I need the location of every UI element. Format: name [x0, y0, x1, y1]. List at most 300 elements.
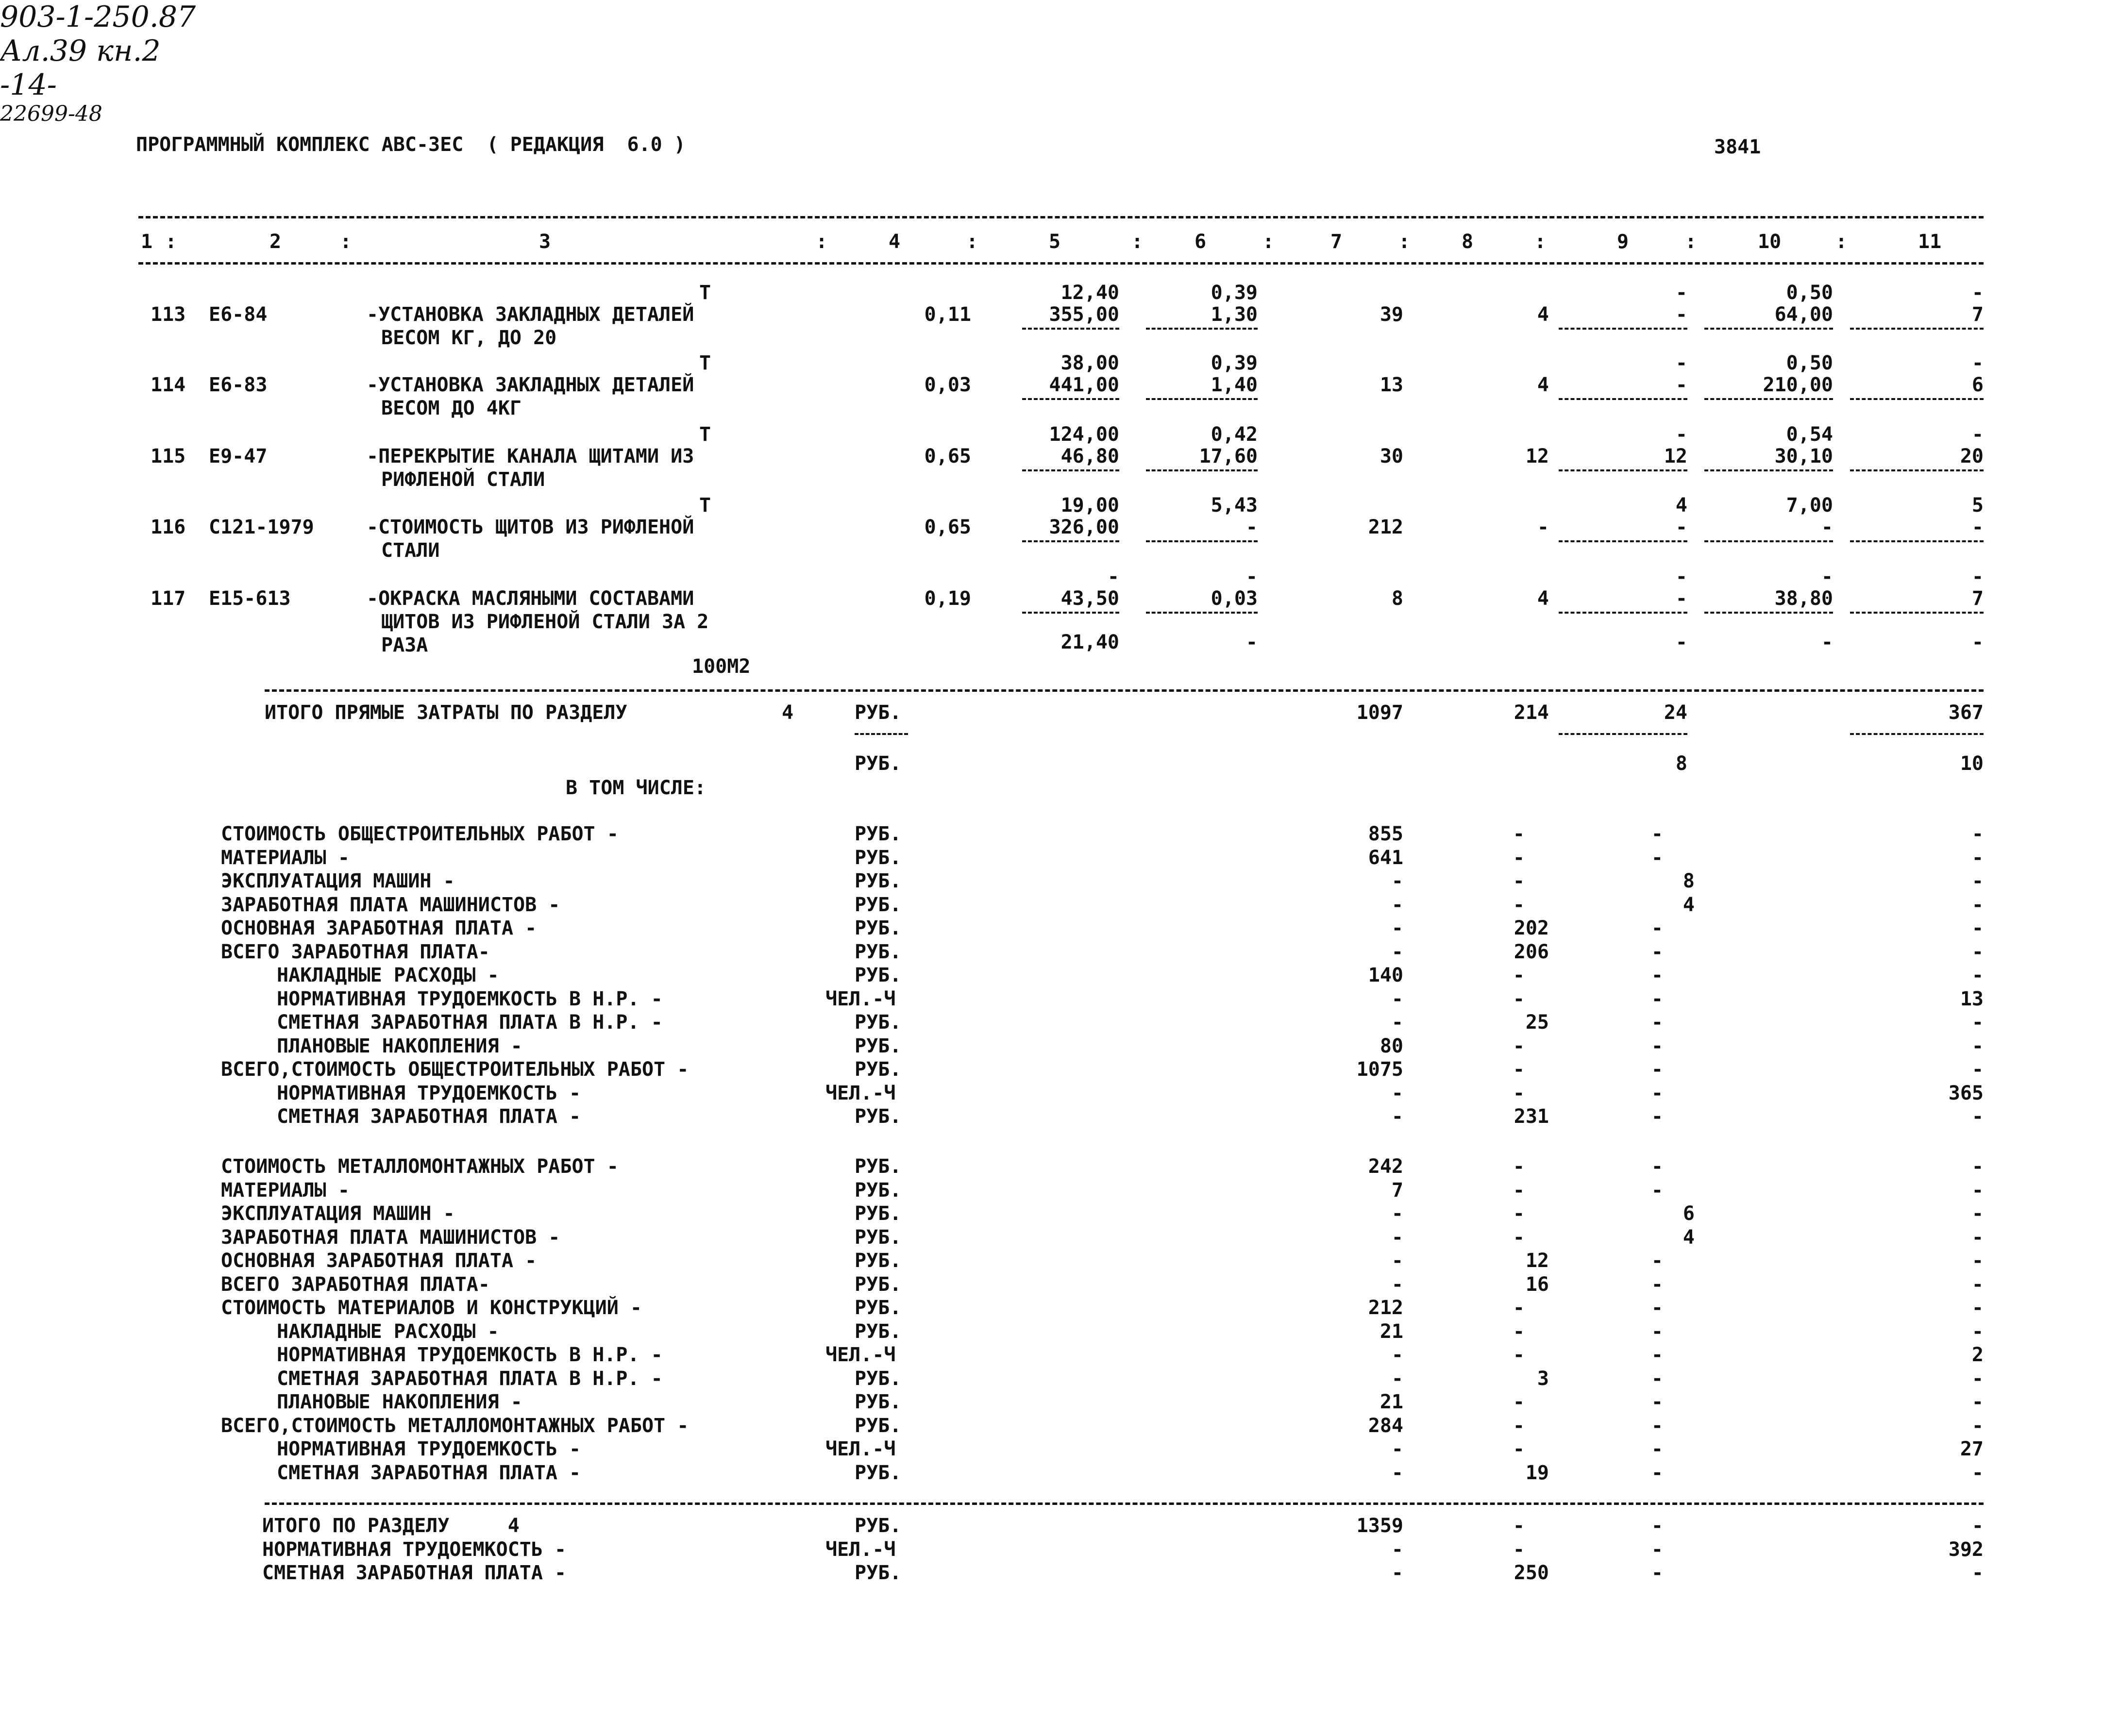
column-separator: :	[1685, 231, 1697, 253]
summary-unit: РУБ.	[855, 917, 902, 939]
summary-c8: -	[1513, 846, 1525, 869]
item-c7: 30	[1380, 445, 1403, 467]
summary-c7: 1075	[1356, 1058, 1403, 1081]
summary-label: МАТЕРИАЛЫ -	[221, 1179, 350, 1202]
item-c9: -	[1675, 282, 1687, 304]
summary-c7: -	[1391, 870, 1403, 892]
sub-rule	[1022, 398, 1119, 400]
summary-label: НОРМАТИВНАЯ ТРУДОЕМКОСТЬ -	[277, 1438, 581, 1460]
total-direct-c11: 367	[1948, 701, 1984, 724]
summary-unit: ЧЕЛ.-Ч	[825, 987, 896, 1010]
section-total-unit: РУБ.	[855, 1515, 902, 1537]
sub-rule	[1850, 540, 1984, 542]
summary-c7: -	[1391, 1082, 1403, 1104]
items-end-rule	[265, 689, 1984, 692]
section-total-c8: -	[1513, 1538, 1525, 1561]
item-quantity: 0,65	[924, 445, 971, 467]
item-c5: 441,00	[1049, 374, 1119, 396]
item-c5: 38,00	[1060, 352, 1119, 374]
summary-c8: -	[1513, 1320, 1525, 1343]
item-code: C121-1979	[209, 516, 314, 538]
sub-rule	[1559, 328, 1687, 330]
item-c9: -	[1675, 374, 1687, 396]
summary-label: ПЛАНОВЫЕ НАКОПЛЕНИЯ -	[277, 1035, 522, 1057]
item-c5: -	[1107, 566, 1119, 588]
item-description: РИФЛЕНОЙ СТАЛИ	[381, 468, 545, 491]
summary-c7: -	[1391, 940, 1403, 963]
summary-c8: -	[1513, 1344, 1525, 1366]
summary-unit: РУБ.	[855, 1035, 902, 1057]
item-c9: -	[1675, 423, 1687, 446]
total-direct-c11b: 10	[1960, 752, 1984, 775]
item-c11: -	[1971, 282, 1984, 304]
summary-c8: -	[1513, 1202, 1525, 1225]
summary-c8: 12	[1525, 1250, 1549, 1272]
item-c6: -	[1245, 631, 1258, 653]
item-c5: 355,00	[1049, 303, 1119, 326]
summary-unit: РУБ.	[855, 846, 902, 869]
summary-c7: 284	[1368, 1414, 1403, 1437]
item-c11: -	[1971, 423, 1984, 446]
column-header-6: 6	[1195, 231, 1207, 253]
summary-c11: -	[1971, 1320, 1984, 1343]
column-header-1: 1	[141, 231, 153, 253]
summary-c7: -	[1391, 1226, 1403, 1249]
summary-c11: -	[1971, 1058, 1984, 1081]
item-description: -ОКРАСКА МАСЛЯНЫМИ СОСТАВАМИ	[367, 587, 694, 610]
column-separator: :	[165, 231, 177, 253]
section-total-c9: -	[1651, 1538, 1663, 1561]
item-c11: -	[1971, 566, 1984, 588]
summary-c7: 855	[1368, 823, 1403, 845]
summary-c11: -	[1971, 1155, 1984, 1178]
item-description: -СТОИМОСТЬ ЩИТОВ ИЗ РИФЛЕНОЙ	[367, 516, 694, 538]
summary-c9: -	[1651, 1344, 1663, 1366]
summary-c11: -	[1971, 1105, 1984, 1128]
summary-c7: -	[1391, 1202, 1403, 1225]
summary-label: ВСЕГО,СТОИМОСТЬ ОБЩЕСТРОИТЕЛЬНЫХ РАБОТ -	[221, 1058, 689, 1081]
summary-c8: 19	[1525, 1461, 1549, 1484]
summary-c9: -	[1651, 940, 1663, 963]
summary-c8: 25	[1525, 1011, 1549, 1034]
summary-unit: ЧЕЛ.-Ч	[825, 1082, 896, 1104]
item-number: 113	[151, 303, 186, 326]
item-c9: -	[1675, 587, 1687, 610]
summary-label: СМЕТНАЯ ЗАРАБОТНАЯ ПЛАТА -	[277, 1461, 581, 1484]
total-direct-label: ИТОГО ПРЯМЫЕ ЗАТРАТЫ ПО РАЗДЕЛУ	[265, 701, 627, 724]
summary-c11: -	[1971, 870, 1984, 892]
column-separator: :	[340, 231, 352, 253]
summary-label: НАКЛАДНЫЕ РАСХОДЫ -	[277, 964, 499, 986]
section-total-unit: ЧЕЛ.-Ч	[825, 1538, 896, 1561]
summary-c11: 27	[1960, 1438, 1984, 1460]
summary-c8: -	[1513, 1414, 1525, 1437]
item-description: ВЕСОМ ДО 4КГ	[381, 397, 522, 419]
sub-rule	[1022, 469, 1119, 471]
summary-c7: -	[1391, 1250, 1403, 1272]
sub-rule	[1704, 398, 1833, 400]
including-label: В ТОМ ЧИСЛЕ:	[566, 777, 706, 799]
item-number: 114	[151, 374, 186, 396]
section-total-c8: 250	[1514, 1562, 1549, 1584]
item-c7: 39	[1380, 303, 1403, 326]
total-direct-c8: 214	[1514, 701, 1549, 724]
summary-unit: ЧЕЛ.-Ч	[825, 1438, 896, 1460]
summary-label: ВСЕГО,СТОИМОСТЬ МЕТАЛЛОМОНТАЖНЫХ РАБОТ -	[221, 1414, 689, 1437]
header-rule-top	[138, 216, 1984, 218]
section-total-c11: 392	[1948, 1538, 1984, 1561]
section-total-c7: 1359	[1356, 1515, 1403, 1537]
column-separator: :	[1398, 231, 1411, 253]
sub-rule	[1704, 469, 1833, 471]
column-separator: :	[966, 231, 978, 253]
summary-unit: РУБ.	[855, 1179, 902, 1202]
summary-c11: -	[1971, 940, 1984, 963]
summary-c11: -	[1971, 893, 1984, 916]
summary-c9: -	[1651, 1461, 1663, 1484]
summary-unit: ЧЕЛ.-Ч	[825, 1344, 896, 1366]
summary-c9: -	[1651, 1297, 1663, 1319]
summary-c8: 3	[1537, 1367, 1549, 1390]
summary-unit: РУБ.	[855, 1367, 902, 1390]
item-c5: 46,80	[1060, 445, 1119, 467]
item-unit: Т	[699, 352, 711, 374]
summary-c11: -	[1971, 823, 1984, 845]
column-separator: :	[1534, 231, 1547, 253]
item-c9: 12	[1664, 445, 1687, 467]
summary-label: ЭКСПЛУАТАЦИЯ МАШИН -	[221, 870, 455, 892]
summary-unit: РУБ.	[855, 893, 902, 916]
item-c6: 0,39	[1211, 282, 1258, 304]
item-c11: 6	[1971, 374, 1984, 396]
section-total-c9: -	[1651, 1515, 1663, 1537]
summary-c11: -	[1971, 1226, 1984, 1249]
handwritten-album: Ал.39 кн.2	[0, 34, 161, 68]
summary-unit: РУБ.	[855, 1414, 902, 1437]
summary-label: НАКЛАДНЫЕ РАСХОДЫ -	[277, 1320, 499, 1343]
item-c11: -	[1971, 516, 1984, 538]
item-c10: 0,54	[1786, 423, 1833, 446]
summary-c9: -	[1651, 1179, 1663, 1202]
summary-c9: -	[1651, 1035, 1663, 1057]
total-direct-unit: РУБ.	[855, 701, 902, 724]
column-separator: :	[1835, 231, 1848, 253]
item-c7: 13	[1380, 374, 1403, 396]
section-total-c11: -	[1971, 1562, 1984, 1584]
item-c8: -	[1537, 516, 1549, 538]
summary-c8: -	[1513, 893, 1525, 916]
item-c10: -	[1821, 631, 1833, 653]
summary-c7: 242	[1368, 1155, 1403, 1178]
summary-c7: 21	[1380, 1320, 1403, 1343]
summary-c7: 641	[1368, 846, 1403, 869]
summary-c11: -	[1971, 1273, 1984, 1296]
item-c5: 326,00	[1049, 516, 1119, 538]
summary-unit: РУБ.	[855, 1391, 902, 1413]
summary-label: СМЕТНАЯ ЗАРАБОТНАЯ ПЛАТА -	[277, 1105, 581, 1128]
section-total-label: НОРМАТИВНАЯ ТРУДОЕМКОСТЬ -	[262, 1538, 567, 1561]
sub-rule	[1559, 733, 1687, 735]
summary-c7: -	[1391, 987, 1403, 1010]
summary-c7: -	[1391, 1273, 1403, 1296]
summary-c11: -	[1971, 1202, 1984, 1225]
summary-c11: -	[1971, 846, 1984, 869]
item-c11: -	[1971, 352, 1984, 374]
summary-c7: -	[1391, 1344, 1403, 1366]
summary-c9: -	[1651, 1082, 1663, 1104]
item-c11: -	[1971, 631, 1984, 653]
summary-c7: -	[1391, 917, 1403, 939]
item-description: ВЕСОМ КГ, ДО 20	[381, 327, 557, 349]
summary-unit: РУБ.	[855, 1461, 902, 1484]
section-total-rule	[265, 1502, 1984, 1505]
sub-rule	[1022, 540, 1119, 542]
item-quantity: 0,65	[924, 516, 971, 538]
summary-c8: -	[1513, 1391, 1525, 1413]
summary-c11: -	[1971, 1250, 1984, 1272]
summary-c8: -	[1513, 1179, 1525, 1202]
item-c6: 1,40	[1211, 374, 1258, 396]
item-c5: 21,40	[1060, 631, 1119, 653]
section-total-c7: -	[1391, 1562, 1403, 1584]
summary-c8: -	[1513, 1226, 1525, 1249]
item-number: 115	[151, 445, 186, 467]
total-direct-c9b: 8	[1675, 752, 1687, 775]
summary-c10: 6	[1683, 1202, 1695, 1225]
item-c8: 4	[1537, 587, 1549, 610]
section-total-c8: -	[1513, 1515, 1525, 1537]
summary-c9: -	[1651, 846, 1663, 869]
summary-label: ПЛАНОВЫЕ НАКОПЛЕНИЯ -	[277, 1391, 522, 1413]
summary-unit: РУБ.	[855, 1058, 902, 1081]
total-direct-c9: 24	[1664, 701, 1687, 724]
summary-c8: -	[1513, 1438, 1525, 1460]
item-description: ЩИТОВ ИЗ РИФЛЕНОЙ СТАЛИ ЗА 2	[381, 611, 709, 633]
item-c6: 5,43	[1211, 494, 1258, 517]
section-total-c11: -	[1971, 1515, 1984, 1537]
column-header-5: 5	[1049, 231, 1061, 253]
summary-unit: РУБ.	[855, 1155, 902, 1178]
summary-unit: РУБ.	[855, 1011, 902, 1034]
summary-c11: -	[1971, 917, 1984, 939]
item-c5: 124,00	[1049, 423, 1119, 446]
sub-rule	[1022, 328, 1119, 330]
section-total-label: ИТОГО ПО РАЗДЕЛУ 4	[262, 1515, 520, 1537]
item-c9: -	[1675, 516, 1687, 538]
summary-label: ЗАРАБОТНАЯ ПЛАТА МАШИНИСТОВ -	[221, 893, 560, 916]
sub-rule	[1022, 612, 1119, 614]
summary-c11: -	[1971, 1297, 1984, 1319]
sub-rule	[1704, 540, 1833, 542]
summary-c11: -	[1971, 964, 1984, 986]
column-header-9: 9	[1617, 231, 1629, 253]
item-c5: 43,50	[1060, 587, 1119, 610]
summary-c7: -	[1391, 1011, 1403, 1034]
item-code: E15-613	[209, 587, 291, 610]
summary-c11: -	[1971, 1179, 1984, 1202]
column-header-10: 10	[1758, 231, 1782, 253]
sub-rule	[855, 733, 908, 735]
item-c11: 5	[1971, 494, 1984, 517]
summary-c11: -	[1971, 1391, 1984, 1413]
item-c10: 0,50	[1786, 282, 1833, 304]
item-c6: 17,60	[1199, 445, 1258, 467]
item-c11: 7	[1971, 587, 1984, 610]
summary-label: НОРМАТИВНАЯ ТРУДОЕМКОСТЬ В Н.Р. -	[277, 987, 663, 1010]
item-c9: -	[1675, 631, 1687, 653]
summary-c8: -	[1513, 964, 1525, 986]
summary-c9: -	[1651, 1105, 1663, 1128]
total-direct-c7: 1097	[1356, 701, 1403, 724]
section-total-c7: -	[1391, 1538, 1403, 1561]
item-description: -ПЕРЕКРЫТИЕ КАНАЛА ЩИТАМИ ИЗ	[367, 445, 694, 467]
item-c8: 12	[1525, 445, 1549, 467]
item-c6: 0,42	[1211, 423, 1258, 446]
item-quantity: 0,11	[924, 303, 971, 326]
summary-c7: 7	[1391, 1179, 1403, 1202]
summary-c9: -	[1651, 1250, 1663, 1272]
summary-c9: -	[1651, 823, 1663, 845]
summary-label: ВСЕГО ЗАРАБОТНАЯ ПЛАТА-	[221, 1273, 490, 1296]
summary-c11: 365	[1948, 1082, 1984, 1104]
item-number: 116	[151, 516, 186, 538]
item-c9: -	[1675, 303, 1687, 326]
item-c6: 0,03	[1211, 587, 1258, 610]
item-quantity: 0,19	[924, 587, 971, 610]
summary-c7: -	[1391, 1461, 1403, 1484]
summary-label: НОРМАТИВНАЯ ТРУДОЕМКОСТЬ -	[277, 1082, 581, 1104]
sub-rule	[1146, 540, 1258, 542]
summary-c9: -	[1651, 1011, 1663, 1034]
summary-label: СТОИМОСТЬ МАТЕРИАЛОВ И КОНСТРУКЦИЙ -	[221, 1297, 642, 1319]
summary-label: ОСНОВНАЯ ЗАРАБОТНАЯ ПЛАТА -	[221, 917, 537, 939]
item-c11: 20	[1960, 445, 1984, 467]
item-c7: 212	[1368, 516, 1403, 538]
item-description: РАЗА	[381, 634, 428, 656]
item-c10: 210,00	[1763, 374, 1833, 396]
sub-rule	[1850, 612, 1984, 614]
summary-c9: -	[1651, 1367, 1663, 1390]
item-c10: 30,10	[1774, 445, 1833, 467]
summary-label: ВСЕГО ЗАРАБОТНАЯ ПЛАТА-	[221, 940, 490, 963]
summary-c9: -	[1651, 1058, 1663, 1081]
summary-unit: РУБ.	[855, 964, 902, 986]
summary-label: МАТЕРИАЛЫ -	[221, 846, 350, 869]
summary-c8: -	[1513, 870, 1525, 892]
summary-c9: -	[1651, 987, 1663, 1010]
summary-c9: -	[1651, 1414, 1663, 1437]
item-c6: -	[1245, 566, 1258, 588]
column-header-11: 11	[1918, 231, 1942, 253]
summary-c10: 8	[1683, 870, 1695, 892]
summary-c9: -	[1651, 1320, 1663, 1343]
item-code: E9-47	[209, 445, 268, 467]
section-total-unit: РУБ.	[855, 1562, 902, 1584]
summary-unit: РУБ.	[855, 870, 902, 892]
item-c10: 0,50	[1786, 352, 1833, 374]
column-header-4: 4	[889, 231, 901, 253]
summary-c8: -	[1513, 1035, 1525, 1057]
item-c10: 7,00	[1786, 494, 1833, 517]
summary-label: ОСНОВНАЯ ЗАРАБОТНАЯ ПЛАТА -	[221, 1250, 537, 1272]
summary-c9: -	[1651, 1155, 1663, 1178]
section-total-label: СМЕТНАЯ ЗАРАБОТНАЯ ПЛАТА -	[262, 1562, 567, 1584]
summary-c9: -	[1651, 964, 1663, 986]
item-code: E6-83	[209, 374, 268, 396]
summary-unit: РУБ.	[855, 1105, 902, 1128]
sub-rule	[1559, 469, 1687, 471]
summary-c11: -	[1971, 1414, 1984, 1437]
item-code: E6-84	[209, 303, 268, 326]
summary-label: СТОИМОСТЬ МЕТАЛЛОМОНТАЖНЫХ РАБОТ -	[221, 1155, 619, 1178]
summary-unit: РУБ.	[855, 823, 902, 845]
item-c11: 7	[1971, 303, 1984, 326]
item-c10: -	[1821, 566, 1833, 588]
item-c10: 64,00	[1774, 303, 1833, 326]
column-separator: :	[1131, 231, 1144, 253]
summary-c7: 21	[1380, 1391, 1403, 1413]
summary-unit: РУБ.	[855, 1273, 902, 1296]
summary-c7: 80	[1380, 1035, 1403, 1057]
column-header-2: 2	[269, 231, 282, 253]
summary-c7: -	[1391, 1367, 1403, 1390]
item-c10: -	[1821, 516, 1833, 538]
column-separator: :	[1262, 231, 1275, 253]
total-direct-unit2: РУБ.	[855, 752, 902, 775]
summary-unit: РУБ.	[855, 1202, 902, 1225]
sub-rule	[1704, 328, 1833, 330]
summary-unit: РУБ.	[855, 1226, 902, 1249]
summary-c11: 2	[1971, 1344, 1984, 1366]
item-c6: -	[1245, 516, 1258, 538]
total-direct-section: 4	[782, 701, 794, 724]
item-description: -УСТАНОВКА ЗАКЛАДНЫХ ДЕТАЛЕЙ	[367, 374, 694, 396]
sub-rule	[1559, 398, 1687, 400]
summary-c11: 13	[1960, 987, 1984, 1010]
item-unit: Т	[699, 282, 711, 304]
summary-label: ЭКСПЛУАТАЦИЯ МАШИН -	[221, 1202, 455, 1225]
column-header-3: 3	[539, 231, 551, 253]
item-c9: 4	[1675, 494, 1687, 517]
summary-label: СТОИМОСТЬ ОБЩЕСТРОИТЕЛЬНЫХ РАБОТ -	[221, 823, 619, 845]
summary-label: НОРМАТИВНАЯ ТРУДОЕМКОСТЬ В Н.Р. -	[277, 1344, 663, 1366]
sub-rule	[1850, 398, 1984, 400]
sub-rule	[1146, 398, 1258, 400]
summary-c9: -	[1651, 917, 1663, 939]
item-c8: 4	[1537, 374, 1549, 396]
item-quantity: 0,03	[924, 374, 971, 396]
sub-rule	[1704, 612, 1833, 614]
item-unit: Т	[699, 494, 711, 517]
sub-rule	[1559, 612, 1687, 614]
column-header-8: 8	[1462, 231, 1474, 253]
sub-rule	[1850, 328, 1984, 330]
item-c6: 1,30	[1211, 303, 1258, 326]
item-description: -УСТАНОВКА ЗАКЛАДНЫХ ДЕТАЛЕЙ	[367, 303, 694, 326]
handwritten-code: 22699-48	[0, 101, 102, 126]
item-c9: -	[1675, 352, 1687, 374]
summary-c11: -	[1971, 1011, 1984, 1034]
item-c10: 38,80	[1774, 587, 1833, 610]
summary-unit: РУБ.	[855, 1250, 902, 1272]
summary-c8: 16	[1525, 1273, 1549, 1296]
page-number: 3841	[1714, 136, 1761, 158]
summary-c9: -	[1651, 1273, 1663, 1296]
summary-unit: РУБ.	[855, 1297, 902, 1319]
sub-rule	[1146, 469, 1258, 471]
summary-c11: -	[1971, 1461, 1984, 1484]
summary-c8: 231	[1514, 1105, 1549, 1128]
